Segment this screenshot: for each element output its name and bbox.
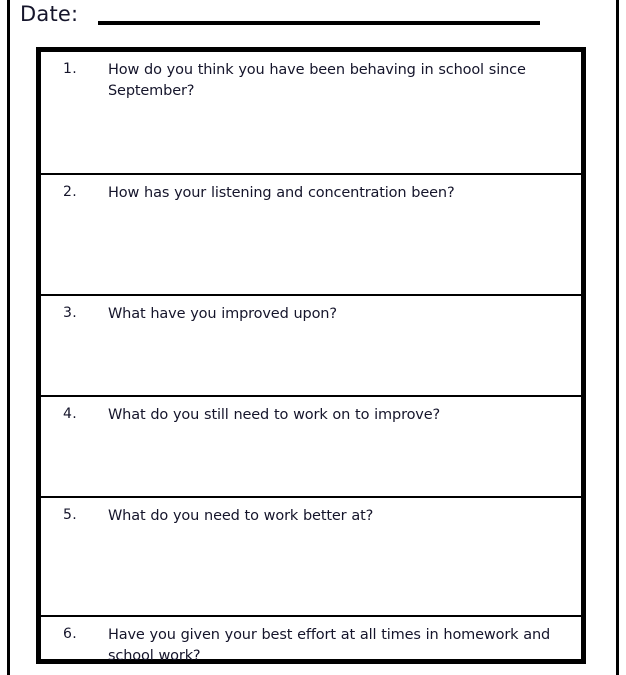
question-text: What do you still need to work on to improve? <box>108 407 441 423</box>
question-number-cell <box>39 295 100 396</box>
table-row <box>39 497 584 616</box>
question-cell[interactable] <box>99 295 584 396</box>
table-row <box>39 50 584 175</box>
page-margin-rule-left <box>7 0 10 675</box>
question-number: 3. <box>63 305 77 321</box>
question-number: 4. <box>63 406 77 422</box>
question-text: How do you think you have been behaving in school since September? <box>108 62 526 99</box>
answer-space[interactable] <box>99 52 581 173</box>
question-text: Have you given your best effort at all times in homework and school work? <box>108 627 551 664</box>
question-number: 6. <box>63 626 77 642</box>
question-number-cell <box>39 50 100 175</box>
date-label: Date: <box>20 2 79 26</box>
question-cell[interactable] <box>99 50 584 175</box>
table-row <box>39 174 584 295</box>
date-write-in-line[interactable] <box>98 21 540 25</box>
question-number-cell <box>39 497 100 616</box>
question-number-cell <box>39 616 100 662</box>
answer-space[interactable] <box>99 498 581 615</box>
answer-space[interactable] <box>99 617 581 664</box>
question-text: How has your listening and concentration been? <box>108 185 455 201</box>
page-margin-rule-right <box>616 0 619 675</box>
table-row <box>39 396 584 497</box>
table-row <box>39 616 584 662</box>
question-cell[interactable] <box>99 396 584 497</box>
question-text: What do you need to work better at? <box>108 508 374 524</box>
question-cell[interactable] <box>99 174 584 295</box>
answer-space[interactable] <box>99 296 581 395</box>
question-cell[interactable] <box>99 616 584 662</box>
table-row <box>39 295 584 396</box>
question-number-cell <box>39 396 100 497</box>
question-number: 5. <box>63 507 77 523</box>
question-table <box>36 47 586 664</box>
question-cell[interactable] <box>99 497 584 616</box>
date-header <box>20 2 580 34</box>
answer-space[interactable] <box>99 397 581 496</box>
question-number: 2. <box>63 184 77 200</box>
question-text: What have you improved upon? <box>108 306 337 322</box>
question-table-body <box>39 50 584 662</box>
question-number: 1. <box>63 61 77 77</box>
question-number-cell <box>39 174 100 295</box>
answer-space[interactable] <box>99 175 581 294</box>
